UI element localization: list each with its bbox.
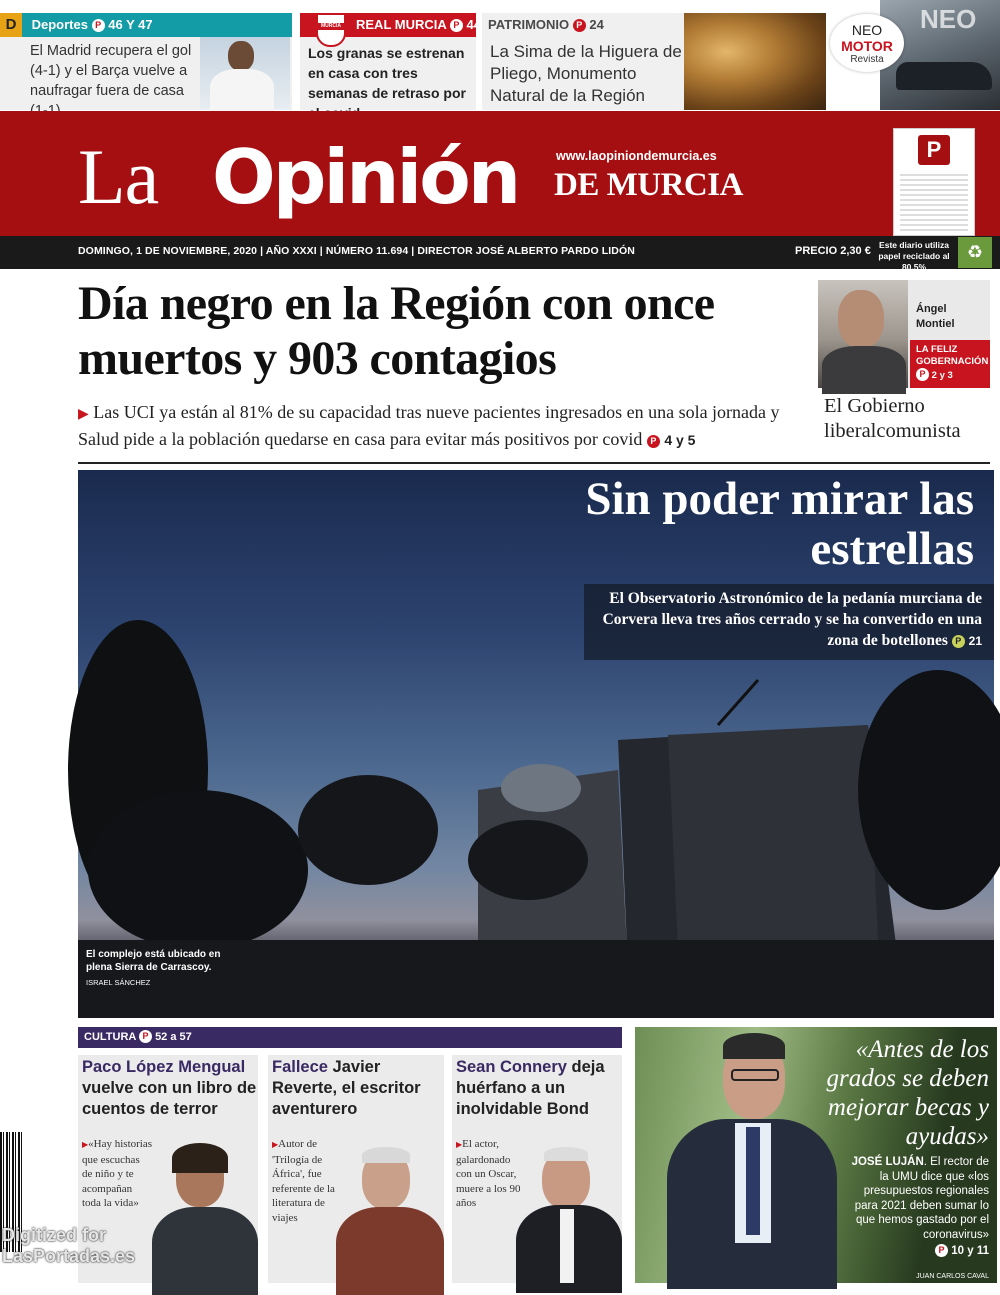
recycle-icon: ♻ bbox=[958, 237, 992, 268]
real-murcia-crest-icon: MURCIA bbox=[316, 13, 346, 47]
hero-dek: El Observatorio Astronómico de la pedanía murciana de Corvera lleva tres años cerrado y se ha convertido en una zona de botellones P 21 bbox=[584, 584, 994, 660]
eco-note: Este diario utiliza papel reciclado al 80,5% bbox=[878, 240, 950, 272]
page-icon: P bbox=[916, 368, 929, 381]
mini-cover-icon: P bbox=[893, 128, 975, 236]
patrimonio-photo bbox=[684, 13, 826, 110]
real-murcia-text: Los granas se estrenan en casa con tres semanas de retraso por bbox=[308, 45, 466, 101]
opinion-box[interactable] bbox=[818, 280, 990, 388]
cultura-header[interactable] bbox=[78, 1027, 622, 1048]
interview-quote: «Antes de los grados se deben mejorar becas y ayudas» bbox=[826, 1036, 989, 1150]
neo-motor-badge: NEO MOTOR Revista bbox=[830, 14, 904, 72]
cultura-dek: ▶Autor de 'Trilogía de África', fue referente de la literatura de viajes bbox=[272, 1138, 335, 1224]
opinion-section: LA FELIZ GOBERNACIÓN P 2 y 3 bbox=[910, 340, 990, 388]
date-line: DOMINGO, 1 DE NOVIEMBRE, 2020 | AÑO XXXI | NÚMERO 11.694 | DIRECTOR JOSÉ ALBERTO PARDO LIDÓN bbox=[78, 245, 635, 257]
cultura-photo bbox=[332, 1143, 444, 1283]
teaser-deportes[interactable] bbox=[0, 13, 292, 110]
cultura-headline: Paco López Mengual vuelve con un libro de cuentos de terror bbox=[82, 1058, 257, 1118]
page-icon: P bbox=[935, 1244, 948, 1257]
deportes-text: El Madrid recupera el gol (4-1) y el Barça vuelve a naufragar fuera de casa bbox=[30, 43, 192, 99]
patrimonio-pages: 24 bbox=[589, 17, 604, 32]
real-murcia-section: REAL MURCIA bbox=[356, 17, 447, 32]
teaser-patrimonio[interactable] bbox=[482, 13, 826, 110]
deportes-photo bbox=[200, 37, 290, 110]
cultura-story-3[interactable] bbox=[452, 1055, 622, 1283]
cultura-pages: 52 a 57 bbox=[155, 1031, 192, 1043]
cultura-photo bbox=[146, 1143, 258, 1283]
watermark: Digitized for LasPortadas.es bbox=[2, 1225, 136, 1266]
logo-la: La bbox=[78, 133, 159, 220]
logo-opinion: Opinión bbox=[212, 133, 519, 221]
cultura-section: CULTURA bbox=[84, 1031, 136, 1043]
page-icon: P bbox=[139, 1030, 152, 1043]
cultura-dek: ▶El actor, galardonado con un Oscar, muere a los 90 años bbox=[456, 1138, 521, 1209]
info-bar bbox=[0, 236, 1000, 272]
hero-title: Sin poder mirar las estrellas bbox=[585, 473, 974, 575]
page-icon: P bbox=[952, 635, 965, 648]
hero-credit: ISRAEL SÁNCHEZ bbox=[86, 978, 151, 987]
interview-text: JOSÉ LUJÁN. El rector de la UMU dice que «los presupuestos regionales para 2021 deben sumar lo que hemos gastado por el coronavirus» P 10 y 11 bbox=[851, 1156, 989, 1257]
main-headline[interactable]: Día negro en la Región con once muertos y 903 contagios bbox=[78, 277, 715, 385]
real-murcia-pages: 44 bbox=[466, 17, 481, 32]
page-icon: P bbox=[450, 19, 463, 32]
columnist-name: Ángel Montiel bbox=[916, 303, 955, 330]
cultura-dek: ▶«Hay historias que escuchas de niño y te acompañan toda la vida» bbox=[82, 1138, 153, 1209]
teaser-neo-motor[interactable] bbox=[830, 0, 1000, 110]
teaser-patrimonio-header bbox=[482, 13, 682, 37]
deportes-pages: 46 Y 47 bbox=[108, 17, 153, 32]
teaser-real-murcia[interactable] bbox=[300, 13, 481, 110]
triangle-icon: ▶ bbox=[78, 407, 89, 422]
page-icon: P bbox=[92, 19, 105, 32]
main-subhead: ▶ Las UCI ya están al 81% de su capacidad tras nueve pacientes ingresados en una sola jornada y Salud pide a la población quedarse en casa para evitar más positivos por covid P 4 y 5 bbox=[78, 402, 780, 449]
cultura-headline: Sean Connery deja huérfano a un inolvidable Bond bbox=[456, 1058, 605, 1118]
patrimonio-text: La Sima de la Higuera de Pliego, Monumento Natural de la Región bbox=[490, 42, 682, 105]
logo-subtitle: DE MURCIA bbox=[554, 167, 743, 203]
cultura-story-2[interactable] bbox=[268, 1055, 444, 1283]
deportes-letter: D bbox=[0, 13, 22, 37]
columnist-photo bbox=[818, 280, 908, 388]
interview-story[interactable] bbox=[635, 1027, 997, 1283]
price: PRECIO 2,30 € bbox=[795, 245, 871, 257]
site-url[interactable]: www.laopiniondemurcia.es bbox=[556, 149, 717, 163]
masthead bbox=[0, 111, 1000, 236]
opinion-title[interactable]: El Gobierno liberalcomunista bbox=[824, 395, 961, 442]
page-icon: P bbox=[573, 19, 586, 32]
neo-motor-cover: NEO bbox=[880, 0, 1000, 110]
cultura-headline: Fallece Javier Reverte, el escritor aventurero bbox=[272, 1058, 421, 1118]
teaser-deportes-header bbox=[0, 13, 292, 37]
interview-credit: JUAN CARLOS CAVAL bbox=[916, 1273, 989, 1280]
hero-caption: El complejo está ubicado en plena Sierra de Carrascoy. ISRAEL SÁNCHEZ bbox=[86, 948, 226, 989]
cultura-photo bbox=[510, 1143, 622, 1283]
main-story-pages: 4 y 5 bbox=[664, 432, 696, 448]
divider bbox=[78, 462, 990, 464]
hero-story[interactable] bbox=[78, 470, 994, 1018]
page-icon: P bbox=[647, 435, 660, 448]
deportes-section: Deportes bbox=[31, 17, 88, 32]
patrimonio-section: PATRIMONIO bbox=[488, 17, 570, 32]
